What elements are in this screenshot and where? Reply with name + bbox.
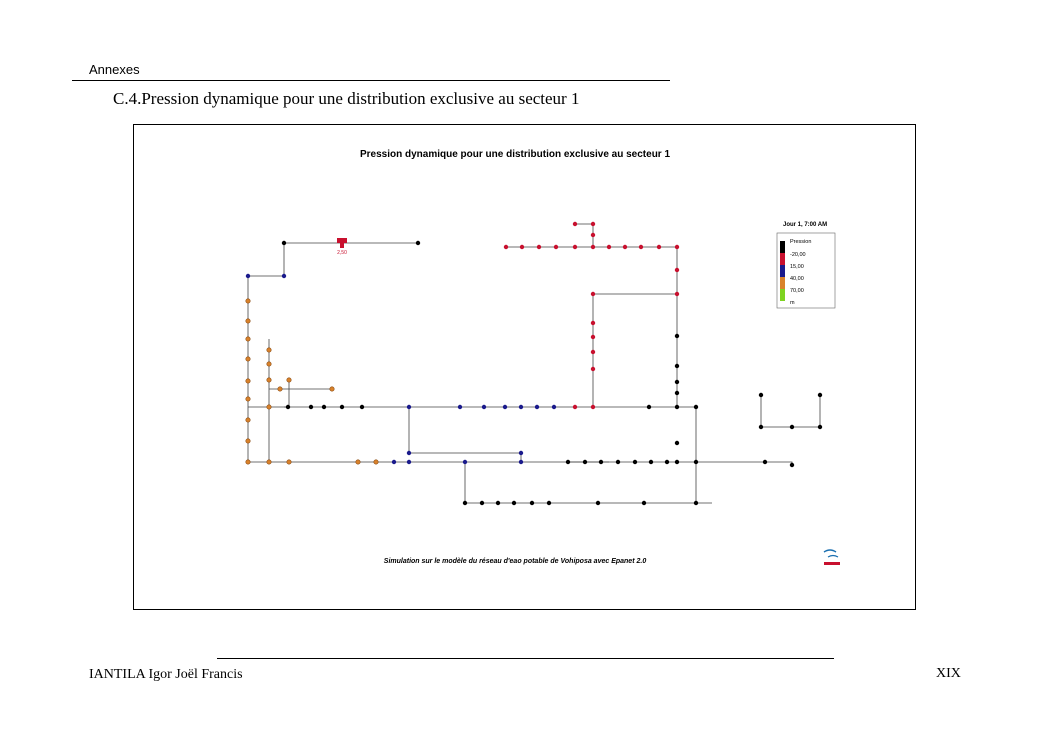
figure-caption: C.4.Pression dynamique pour une distribution exclusive au secteur 1	[113, 89, 580, 108]
pipe-network	[248, 224, 820, 503]
legend-swatch-black	[780, 241, 785, 253]
header-rule	[72, 80, 670, 81]
legend	[777, 222, 835, 308]
tank-label: 2,50	[337, 250, 347, 256]
legend-item: m	[790, 300, 795, 306]
footer-rule	[217, 658, 834, 659]
page-number: XIX	[936, 666, 961, 681]
legend-swatch-orange	[780, 277, 785, 289]
legend-time: Jour 1, 7:00 AM	[783, 222, 828, 228]
legend-item: 15,00	[790, 264, 804, 270]
author-name: IANTILA Igor Joël Francis	[89, 667, 243, 682]
epanet-logo	[824, 550, 840, 565]
figure-subtitle: Simulation sur le modèle du réseau d'eao potable de Vohiposa avec Epanet 2.0	[383, 558, 647, 565]
legend-item: -20,00	[790, 252, 806, 258]
running-head: Annexes	[89, 62, 140, 77]
nodes-red	[504, 222, 679, 409]
nodes-orange	[246, 299, 378, 464]
legend-swatch-red	[780, 253, 785, 265]
legend-heading: Pression	[790, 239, 812, 245]
nodes-black	[282, 241, 822, 505]
figure-title: Pression dynamique pour une distribution exclusive au secteur 1	[359, 149, 671, 160]
legend-swatch-green	[780, 289, 785, 301]
legend-item: 40,00	[790, 276, 804, 282]
network-map-svg	[134, 125, 917, 611]
legend-item: 70,00	[790, 288, 804, 294]
tank-icon	[337, 238, 347, 243]
network-figure	[133, 124, 916, 610]
legend-swatch-blue	[780, 265, 785, 277]
nodes-blue	[246, 274, 556, 464]
